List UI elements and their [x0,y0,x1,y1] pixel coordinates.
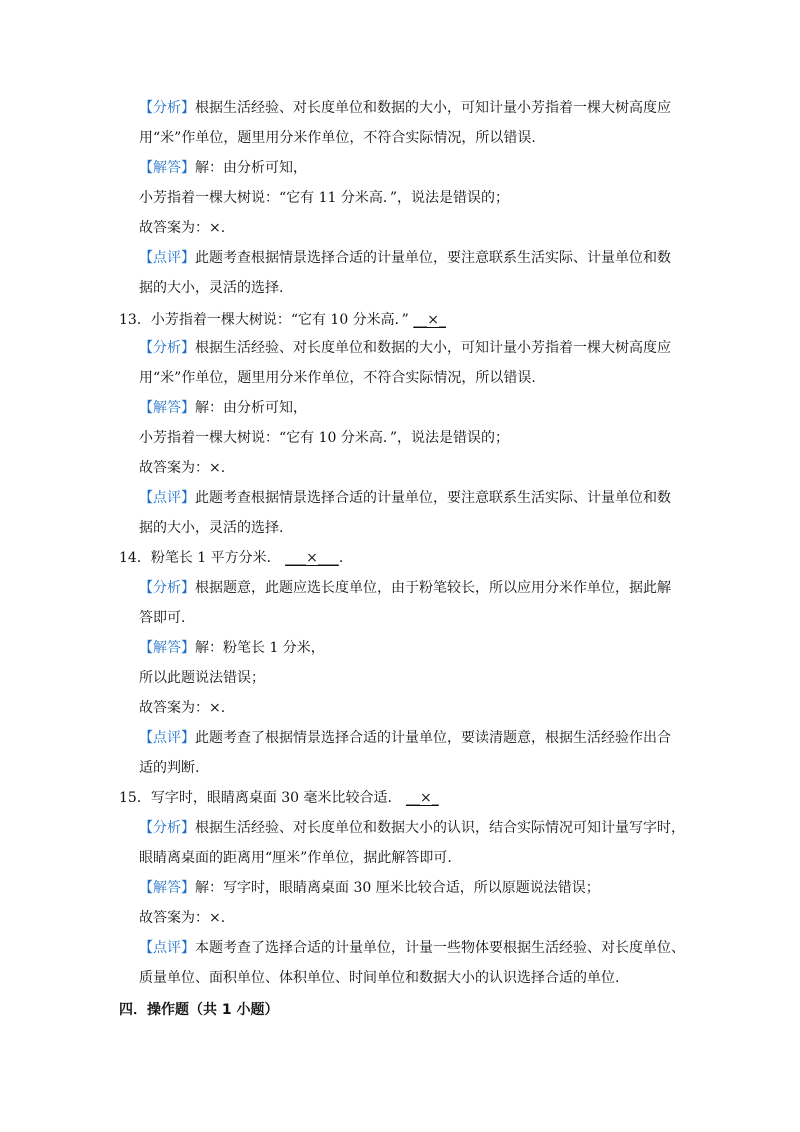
analysis-tag: 【分析】 [139,340,195,356]
answer-blank: ___×___ [285,550,339,566]
q13-comment-line-1 [139,488,671,508]
solution-text: 解：粉笔长 1 分米， [195,640,325,656]
q12-analysis-line-2: 用“米”作单位，题里用分米作单位，不符合实际情况，所以错误. [139,130,536,146]
question-text: 15．写字时，眼睛离桌面 30 毫米比较合适． [119,790,402,806]
q12-solution-line-1 [139,158,307,178]
q15-solution-line-1 [139,878,600,898]
analysis-text: 根据生活经验、对长度单位和数据的大小，可知计量小芳指着一棵大树高度应 [195,100,671,116]
q14-solution-line-3: 故答案为：×. [139,700,226,716]
solution-tag: 【解答】 [139,400,195,416]
q14-solution-line-2: 所以此题说法错误； [139,670,265,686]
q14-stem [119,548,343,568]
q12-analysis-line-1 [139,98,671,118]
solution-text: 解：由分析可知， [195,400,307,416]
analysis-text: 根据题意，此题应选长度单位，由于粉笔较长，所以应用分米作单位，据此解 [195,580,671,596]
comment-tag: 【点评】 [139,940,195,956]
q14-solution-line-1 [139,638,325,658]
question-end-mark: . [338,550,344,566]
q13-solution-line-2: 小芳指着一棵大树说：“它有 10 分米高．”，说法是错误的； [139,430,510,446]
solution-tag: 【解答】 [139,880,195,896]
solution-tag: 【解答】 [139,640,195,656]
q14-comment-line-1 [139,728,671,748]
q15-comment-line-2: 质量单位、面积单位、体积单位、时间单位和数据大小的认识选择合适的单位. [139,970,620,986]
analysis-tag: 【分析】 [139,100,195,116]
q12-solution-line-3: 故答案为：×. [139,220,226,236]
analysis-tag: 【分析】 [139,820,195,836]
comment-text: 此题考查了根据情景选择合适的计量单位，要读清题意，根据生活经验作出合 [195,730,671,746]
analysis-tag: 【分析】 [139,580,195,596]
solution-text: 解：由分析可知， [195,160,307,176]
q15-solution-line-3: 故答案为：×. [139,910,226,926]
q13-solution-line-3: 故答案为：×. [139,460,226,476]
q15-stem [119,788,439,808]
comment-tag: 【点评】 [139,730,195,746]
solution-text: 解：写字时，眼睛离桌面 30 厘米比较合适，所以原题说法错误； [195,880,600,896]
q13-stem [119,310,446,330]
analysis-text: 根据生活经验、对长度单位和数据的大小，可知计量小芳指着一棵大树高度应 [195,340,671,356]
answer-blank: __×_ [413,312,447,328]
q13-solution-line-1 [139,398,307,418]
q14-comment-line-2: 适的判断. [139,760,200,776]
q13-comment-line-2: 据的大小，灵活的选择. [139,520,284,536]
q13-analysis-line-2: 用“米”作单位，题里用分米作单位，不符合实际情况，所以错误. [139,370,536,386]
q15-analysis-line-1 [139,818,685,838]
analysis-text: 根据生活经验、对长度单位和数据大小的认识，结合实际情况可知计量写字时， [195,820,685,836]
q12-comment-line-1 [139,248,671,268]
q15-comment-line-1 [139,938,685,958]
q15-analysis-line-2: 眼睛离桌面的距离用“厘米”作单位，据此解答即可. [139,850,452,866]
question-text: 13．小芳指着一棵大树说：“它有 10 分米高．” [119,312,409,328]
q14-analysis-line-2: 答即可. [139,610,186,626]
section-heading: 四．操作题（共 1 小题） [119,1002,279,1018]
q12-solution-line-2: 小芳指着一棵大树说：“它有 11 分米高．”，说法是错误的； [139,190,510,206]
comment-text: 此题考查根据情景选择合适的计量单位，要注意联系生活实际、计量单位和数 [195,250,671,266]
answer-blank: __×_ [405,790,439,806]
comment-text: 此题考查根据情景选择合适的计量单位，要注意联系生活实际、计量单位和数 [195,490,671,506]
q12-comment-line-2: 据的大小，灵活的选择. [139,280,284,296]
question-text: 14．粉笔长 1 平方分米． [119,550,281,566]
comment-tag: 【点评】 [139,250,195,266]
comment-text: 本题考查了选择合适的计量单位，计量一些物体要根据生活经验、对长度单位、 [195,940,685,956]
q14-analysis-line-1 [139,578,671,598]
q13-analysis-line-1 [139,338,671,358]
comment-tag: 【点评】 [139,490,195,506]
solution-tag: 【解答】 [139,160,195,176]
